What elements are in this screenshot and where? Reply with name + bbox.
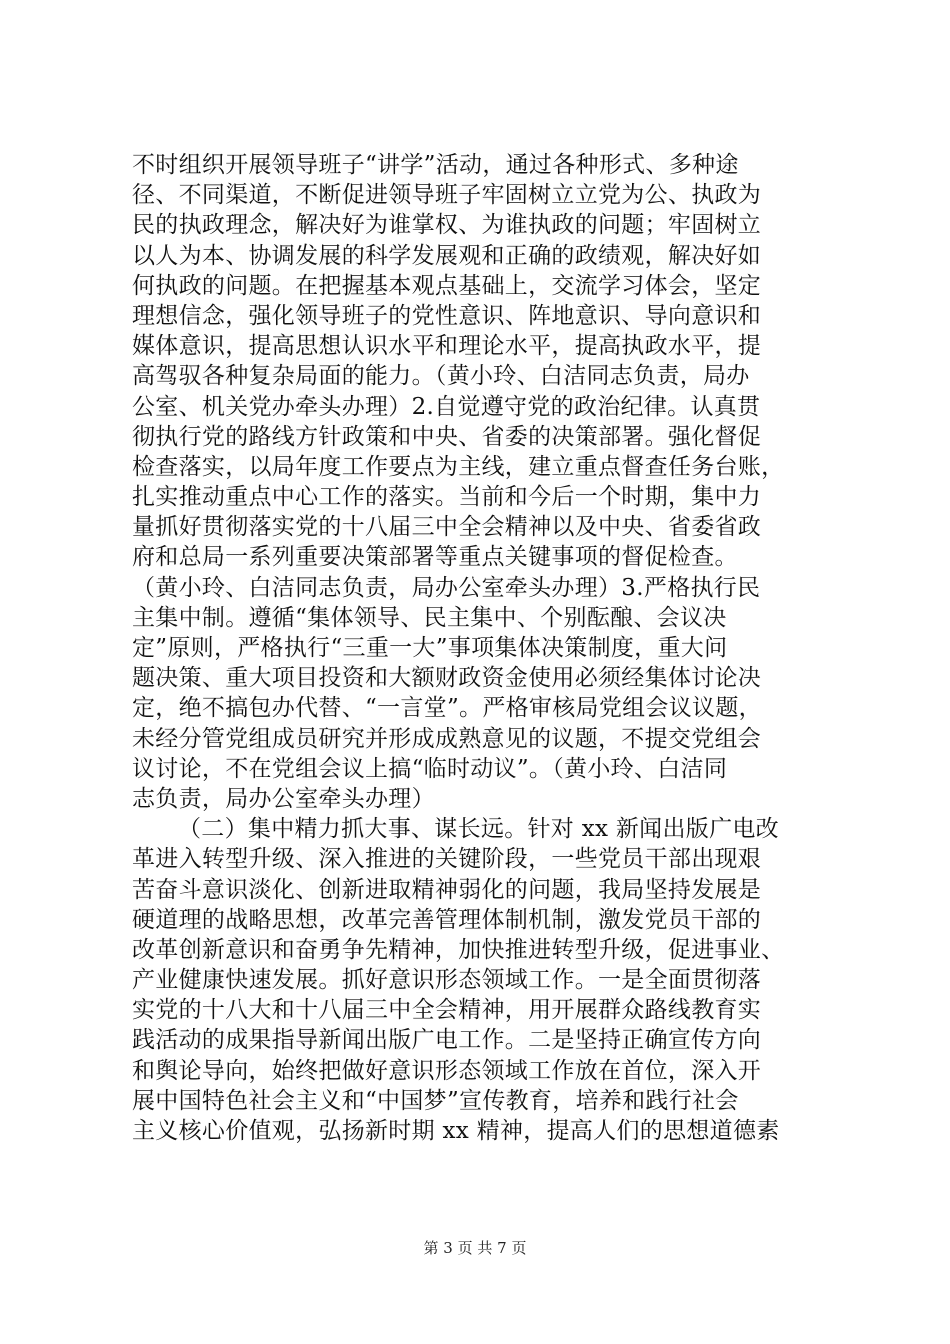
text-line: （黄小玲、白洁同志负责，局办公室牵头办理）3.严格执行民 xyxy=(132,574,761,601)
text-line: 议讨论，不在党组会议上搞“临时动议”。（黄小玲、白洁同 xyxy=(132,755,728,782)
text-line: 量抓好贯彻落实党的十八届三中全会精神以及中央、省委省政 xyxy=(132,514,762,541)
body-text xyxy=(132,150,822,1146)
text-line: 未经分管党组成员研究并形成成熟意见的议题，不提交党组会 xyxy=(132,725,762,752)
text-line: 产业健康快速发展。抓好意识形态领域工作。一是全面贯彻落 xyxy=(132,967,762,994)
text-line: 和舆论导向，始终把做好意识形态领域工作放在首位，深入开 xyxy=(132,1057,762,1084)
text-line: 不时组织开展领导班子“讲学”活动，通过各种形式、多种途 xyxy=(132,152,739,178)
text-line: 革进入转型升级、深入推进的关键阶段，一些党员干部出现艰 xyxy=(132,846,762,873)
text-line: 苦奋斗意识淡化、创新进取精神弱化的问题，我局坚持发展是 xyxy=(132,876,762,903)
text-line: 府和总局一系列重要决策部署等重点关键事项的督促检查。 xyxy=(132,544,738,571)
page-footer: 第 3 页 共 7 页 xyxy=(423,1239,527,1257)
text-line: （二）集中精力抓大事、谋长远。针对 xx 新闻出版广电改 xyxy=(178,816,779,843)
text-line: 主集中制。遵循“集体领导、民主集中、个别酝酿、会议决 xyxy=(132,604,727,631)
text-line: 径、不同渠道，不断促进领导班子牢固树立立党为公、执政为 xyxy=(132,182,762,209)
text-line: 展中国特色社会主义和“中国梦”宣传教育，培养和践行社会 xyxy=(132,1087,739,1114)
text-line: 检查落实，以局年度工作要点为主线，建立重点督查任务台账， xyxy=(132,453,785,480)
text-line: 定”原则，严格执行“三重一大”事项集体决策制度，重大问 xyxy=(132,635,728,661)
text-line: 媒体意识，提高思想认识水平和理论水平，提高执政水平，提 xyxy=(132,333,762,360)
text-line: 民的执政理念，解决好为谁掌权、为谁执政的问题；牢固树立 xyxy=(132,212,762,239)
text-line: 高驾驭各种复杂局面的能力。（黄小玲、白洁同志负责，局办 xyxy=(132,363,750,390)
text-line: 何执政的问题。在把握基本观点基础上，交流学习体会，坚定 xyxy=(132,272,762,299)
text-line: 践活动的成果指导新闻出版广电工作。二是坚持正确宣传方向 xyxy=(132,1027,762,1054)
text-line: 主义核心价值观，弘扬新时期 xx 精神，提高人们的思想道德素 xyxy=(132,1118,780,1144)
text-line: 理想信念，强化领导班子的党性意识、阵地意识、导向意识和 xyxy=(132,302,762,329)
text-line: 志负责，局办公室牵头办理） xyxy=(132,785,435,812)
text-line: 硬道理的战略思想，改革完善管理体制机制，激发党员干部的 xyxy=(132,906,762,933)
text-line: 扎实推动重点中心工作的落实。当前和今后一个时期，集中力 xyxy=(132,484,762,511)
text-line: 实党的十八大和十八届三中全会精神，用开展群众路线教育实 xyxy=(132,997,762,1024)
text-line: 改革创新意识和奋勇争先精神，加快推进转型升级，促进事业、 xyxy=(132,936,785,963)
text-line: 以人为本、协调发展的科学发展观和正确的政绩观，解决好如 xyxy=(132,242,762,269)
text-line: 题决策、重大项目投资和大额财政资金使用必须经集体讨论决 xyxy=(132,665,762,692)
text-line: 彻执行党的路线方针政策和中央、省委的决策部署。强化督促 xyxy=(132,423,762,450)
text-line: 定，绝不搞包办代替、“一言堂”。严格审核局党组会议议题， xyxy=(132,695,762,722)
text-line: 公室、机关党办牵头办理）2.自觉遵守党的政治纪律。认真贯 xyxy=(132,393,761,420)
